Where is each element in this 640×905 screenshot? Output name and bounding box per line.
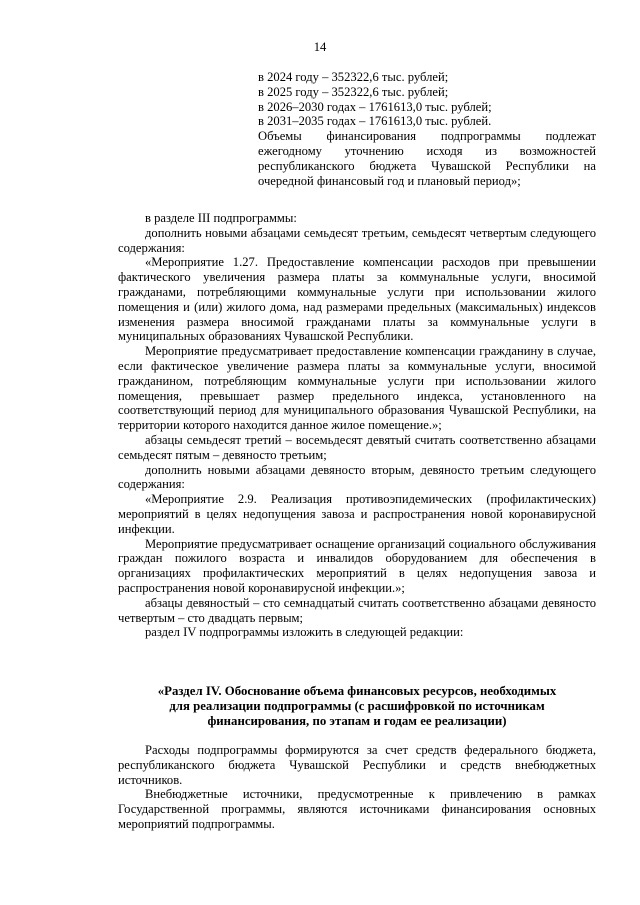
section-iii-amendments <box>118 211 596 640</box>
heading-line-3: финансирования, по этапам и годам ее реализации) <box>207 714 507 728</box>
amounts-note: Объемы финансирования подпрограммы подлежат ежегодному уточнению исходя из возможностей республиканского бюджета Чувашской Республики на очередной финансовый год и плановый период»; <box>258 129 596 188</box>
section-iii-intro: в разделе III подпрограммы: <box>145 211 297 225</box>
renumber-paragraphs-1: абзацы семьдесят третий – восемьдесят девятый считать соответственно абзацами семьдесят пятым – девяносто третьим; <box>118 432 596 462</box>
amount-2025: в 2025 году – 352322,6 тыс. рублей; <box>258 84 449 99</box>
renumber-paragraphs-2: абзацы девяностый – сто семнадцатый считать соответственно абзацами девяносто четвертым – сто двадцать первым; <box>118 595 596 625</box>
amount-2026-2030: в 2026–2030 годах – 1761613,0 тыс. рублей; <box>258 99 492 114</box>
section-iv-body <box>118 743 596 832</box>
measure-2-9: «Мероприятие 2.9. Реализация противоэпидемических (профилактических) мероприятий в целях недопущения завоза и распространения новой коронавирусной инфекции. <box>118 492 596 536</box>
heading-line-1: «Раздел IV. Обоснование объема финансовых ресурсов, необходимых <box>157 684 557 698</box>
heading-line-2: для реализации подпрограммы (с расшифровкой по источникам <box>169 699 545 713</box>
page-number: 14 <box>313 40 327 54</box>
funding-amounts-block <box>258 70 596 188</box>
add-paragraphs-92-93: дополнить новыми абзацами девяносто вторым, девяносто третьим следующего содержания: <box>118 462 596 492</box>
section-iv-intro: раздел IV подпрограммы изложить в следующей редакции: <box>145 625 464 640</box>
add-paragraphs-73-74: дополнить новыми абзацами семьдесят третьим, семьдесят четвертым следующего содержания: <box>118 225 596 255</box>
measure-1-27-description: Мероприятие предусматривает предоставление компенсации гражданину в случае, если фактическое увеличение размера платы за коммунальные услуги, вносимой гражданином, потребляющим коммунальные услуги при использовании жилого помещения, превышает размер предельного индекса, установленного на соответствующий период для муниципального образования Чувашской Республики, на территории которого находится данное жилое помещение.»; <box>118 344 596 433</box>
measure-1-27: «Мероприятие 1.27. Предоставление компенсации расходов при превышении фактического увеличения размера платы за коммунальные услуги, вносимой гражданами, потребляющими коммунальные услуги при использовании жилого помещения и (или) жилого дома, над размерами предельных (максимальных) индексов изменения размера вносимой гражданами платы за коммунальные услуги в муниципальных образованиях Чувашской Республики. <box>118 255 596 344</box>
amount-2031-2035: в 2031–2035 годах – 1761613,0 тыс. рублей. <box>258 114 492 129</box>
closing-paragraph-2: Внебюджетные источники, предусмотренные к привлечению в рамках Государственной программы, являются источниками финансирования основных мероприятий подпрограммы. <box>118 787 596 831</box>
closing-paragraph-1: Расходы подпрограммы формируются за счет средств федерального бюджета, республиканского бюджета Чувашской Республики и средств внебюджетных источников. <box>118 743 596 787</box>
section-iv-heading <box>118 684 596 729</box>
measure-2-9-description: Мероприятие предусматривает оснащение организаций социального обслуживания граждан пожилого возраста и инвалидов оборудованием для обеспечения в организациях профилактических мероприятий в целях недопущения завоза и распространения новой коронавирусной инфекции.»; <box>118 536 596 595</box>
amount-2024: в 2024 году – 352322,6 тыс. рублей; <box>258 70 449 84</box>
